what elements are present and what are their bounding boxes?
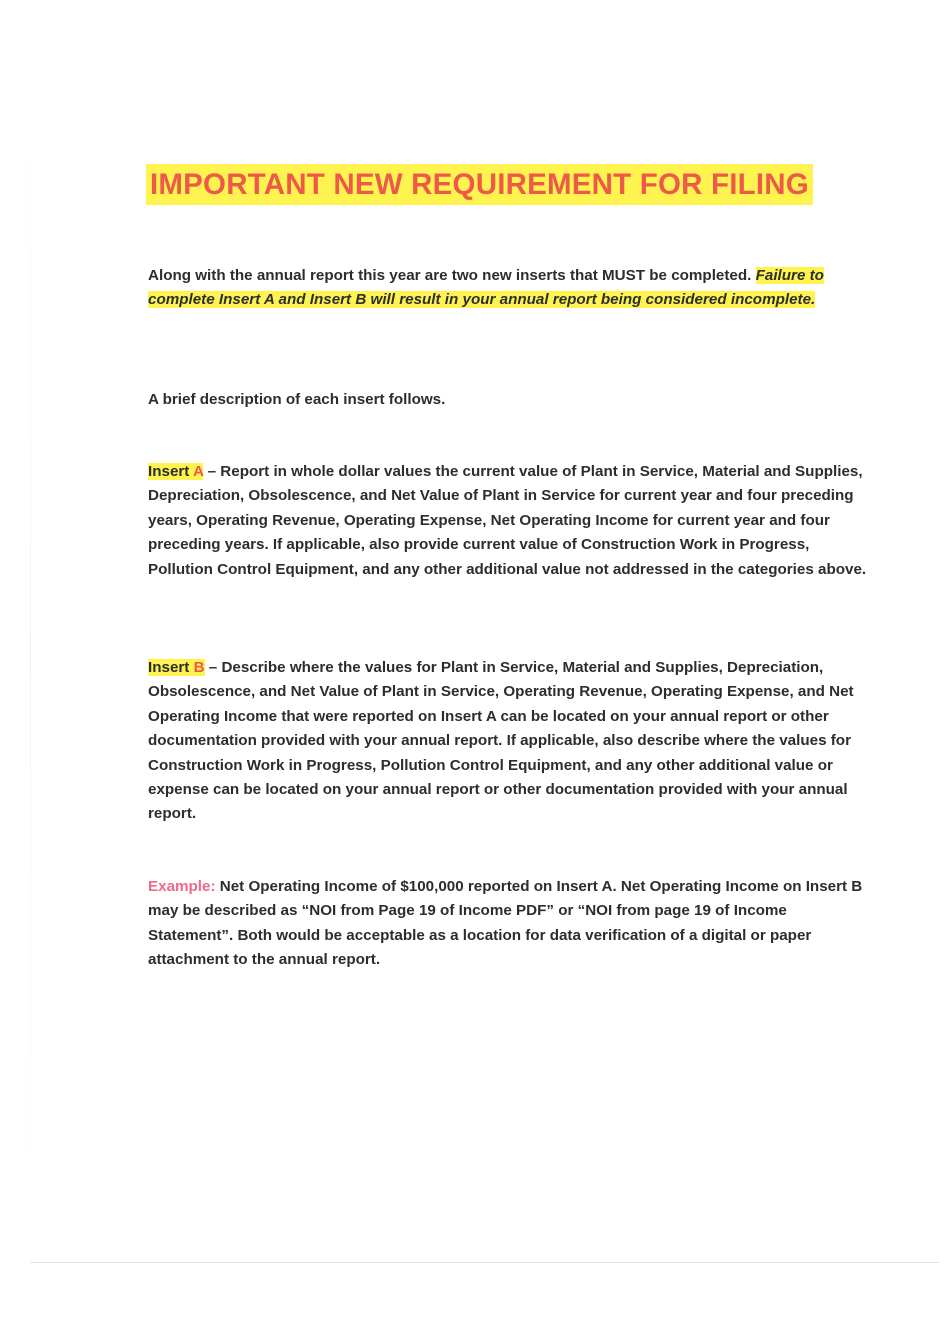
scan-edge-bottom — [30, 1262, 940, 1263]
insert-a-label-prefix: Insert — [148, 463, 190, 480]
insert-b-text: – Describe where the values for Plant in Service, Material and Supplies, Depreciation, Obsolescence, and Net Value of Plant in Service, Operating Revenue, Operating Expense, and Net Operating Income that were reported on Insert A can be located on your annual report or other documentation provided with your annual report. If applicable, also describe where the values for Construction Work in Progress, Pollution Control Equipment, and any other additional value or expense can be located on your annual report or other documentation provided with your annual report. — [148, 659, 854, 823]
intro-text: Along with the annual report this year are two new inserts that MUST be completed. — [148, 267, 752, 284]
insert-a-label-letter: A — [193, 463, 204, 480]
example-text: Net Operating Income of $100,000 reported on Insert A. Net Operating Income on Insert B may be described as “NOI from Page 19 of Income PDF” or “NOI from page 19 of Income Statement”. Both would be acceptable as a location for data verification of a digital or paper attachment to the annual report. — [148, 878, 863, 969]
brief-paragraph: A brief description of each insert follows. — [148, 391, 446, 408]
insert-b-paragraph — [148, 656, 868, 827]
insert-b-label-prefix: Insert — [148, 659, 190, 676]
example-label: Example: — [148, 878, 216, 895]
page-title: IMPORTANT NEW REQUIREMENT FOR FILING — [146, 164, 813, 205]
insert-a-text: – Report in whole dollar values the current value of Plant in Service, Material and Supplies, Depreciation, Obsolescence, and Net Value of Plant in Service for current year and four preceding years, Operating Revenue, Operating Expense, Net Operating Income for current year and four preceding years. If applicable, also provide current value of Construction Work in Progress, Pollution Control Equipment, and any other additional value not addressed in the categories above. — [148, 463, 867, 578]
scan-edge-left — [30, 40, 31, 1270]
insert-b-label — [148, 659, 205, 676]
example-paragraph — [148, 875, 868, 973]
insert-a-label — [148, 463, 203, 480]
insert-b-label-letter: B — [193, 659, 205, 676]
intro-paragraph — [148, 264, 868, 313]
insert-a-paragraph — [148, 460, 868, 582]
intro-warning: Failure to complete Insert A and Insert B will result in your annual report being considered incomplete. — [148, 267, 824, 309]
